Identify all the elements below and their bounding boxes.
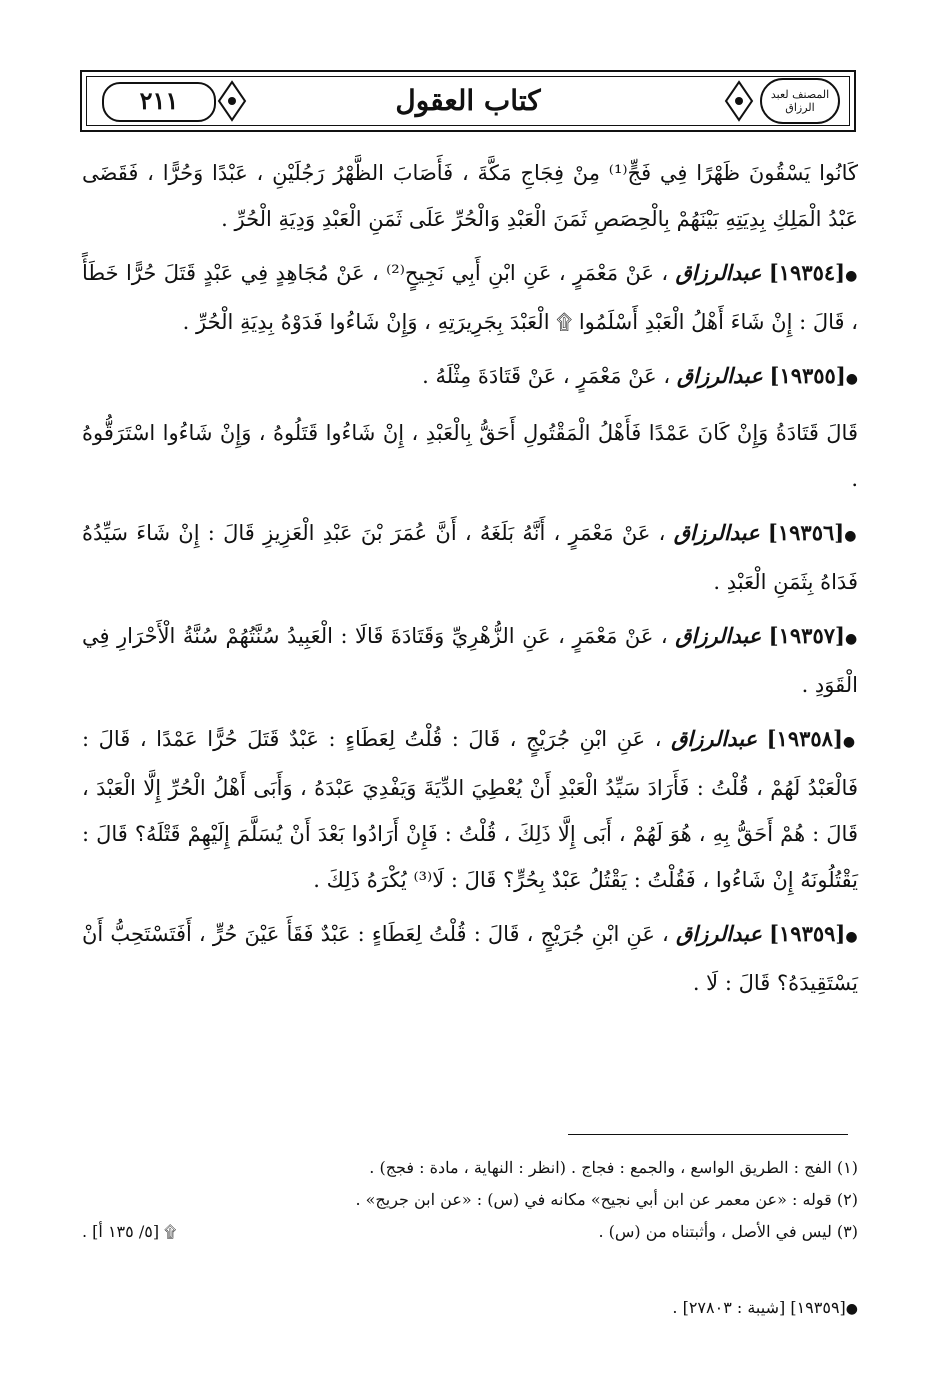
bullet-icon: ● xyxy=(845,1301,858,1317)
paragraph-text: ، عَنْ مَعْمَرٍ ، عَنْ قَتَادَةَ مِثْلَهُ . xyxy=(422,364,671,388)
paragraph-text: ، عَنِ ابْنِ جُرَيْجٍ ، قَالَ : قُلْتُ لِعَطَاءٍ : عَبْدٌ فَقَأَ عَيْنَ حُرٍّ ، أَفَتَسْتَحِبُّ أَنْ يَسْتَقِيدَهُ؟ قَالَ : لَا . xyxy=(82,922,858,995)
paragraph-text: ، عَنْ مَعْمَرٍ ، أَنَّهُ بَلَغَهُ ، أَنَّ عُمَرَ بْنَ عَبْدِ الْعَزِيزِ قَالَ : إِنْ شَاءَ سَيِّدُهُ فَدَاهُ بِثَمَنِ الْعَبْدِ . xyxy=(82,521,858,594)
hadith-number: [١٩٣٥٥] xyxy=(769,363,846,388)
paragraph xyxy=(82,150,858,242)
hadith-paragraph xyxy=(82,353,858,402)
paragraph-text: قَالَ قَتَادَةُ وَإِنْ كَانَ عَمْدًا فَأَهْلُ الْمَقْتُولِ أَحَقُّ بِالْعَبْدِ ، إِنْ شَاءُوا قَتَلُوهُ ، وَإِنْ شَاءُوا اسْتَرَقُّوهُ . xyxy=(82,421,858,491)
hadith-number: [١٩٣٥٦] xyxy=(767,520,845,545)
hadith-number: [١٩٣٥٧] xyxy=(768,623,845,648)
footnote-1: (١) الفج : الطريق الواسع ، والجمع : فجاج . (انظر : النهاية ، مادة : فجج) . xyxy=(369,1158,858,1177)
author-name: عبدالرزاق xyxy=(673,520,760,545)
source-text: [١٩٣٥٩] [شيبة : ٢٧٨٠٣] . xyxy=(672,1298,846,1317)
source-reference xyxy=(82,1298,858,1317)
bullet-icon: ● xyxy=(845,371,858,387)
page-reference: ۩ [٥/ ١٣٥ أ] . xyxy=(82,1222,177,1241)
paragraph-text: كَانُوا يَسْقُونَ ظَهْرًا فِي فَجٍّ⁽¹⁾ مِنْ فِجَاجِ مَكَّةَ ، فَأَصَابَ الظَّهْرُ رَجُلَيْنِ ، عَبْدًا وَحُرًّا ، فَقَضَى عَبْدُ الْمَلِكِ بِدِيَتِهِ بَيْنَهُمْ بِالْحِصَصِ ثَمَنَ الْعَبْدِ وَالْحُرِّ عَلَى ثَمَنِ الْعَبْدِ وَدِيَةِ الْحُرِّ . xyxy=(82,161,858,231)
hadith-paragraph xyxy=(82,250,858,345)
footnote-3: (٣) ليس في الأصل ، وأثبتناه من (س) . xyxy=(598,1222,858,1241)
hadith-paragraph xyxy=(82,510,858,605)
hadith-number: [١٩٣٥٨] xyxy=(766,726,843,751)
author-name: عبدالرزاق xyxy=(675,623,762,648)
footnote-row xyxy=(82,1216,858,1248)
paragraph-text: ، عَنْ مَعْمَرٍ ، عَنِ ابْنِ أَبِي نَجِيحٍ⁽²⁾ ، عَنْ مُجَاهِدٍ فِي عَبْدٍ قَتَلَ حُرًّا خَطَأً ، قَالَ : إِنْ شَاءَ أَهْلُ الْعَبْدِ أَسْلَمُوا ۩ الْعَبْدَ بِجَرِيرَتِهِ ، وَإِنْ شَاءُوا فَدَوْهُ بِدِيَةِ الْحُرِّ . xyxy=(82,261,858,334)
paragraph-text: ، عَنْ مَعْمَرٍ ، عَنِ الزُّهْرِيِّ وَقَتَادَةَ قَالَا : الْعَبِيدُ سُنَّتُهُمْ سُنَّةُ الْأَحْرَارِ فِي الْقَوَدِ . xyxy=(82,624,858,697)
bullet-icon: ● xyxy=(845,268,858,284)
hadith-number: [١٩٣٥٩] xyxy=(769,921,846,946)
hadith-number: [١٩٣٥٤] xyxy=(768,260,846,285)
chapter-title: كتاب العقول xyxy=(395,84,541,117)
page-number: ٢١١ xyxy=(102,82,216,122)
footnotes xyxy=(82,1152,858,1248)
bullet-icon: ● xyxy=(842,734,858,750)
ornament-icon xyxy=(217,80,247,122)
bullet-icon: ● xyxy=(844,528,858,544)
paragraph-text: ، عَنِ ابْنِ جُرَيْجٍ ، قَالَ : قُلْتُ لِعَطَاءٍ : عَبْدٌ قَتَلَ حُرًّا عَمْدًا ، قَالَ : فَالْعَبْدُ لَهُمْ ، قُلْتُ : فَأَرَادَ سَيِّدُ الْعَبْدِ أَنْ يُعْطِيَ الدِّيَةَ وَيَفْدِيَ عَبْدَهُ ، وَأَبَى أَهْلُ الْحُرِّ إِلَّا الْعَبْدَ ، قَالَ : هُمْ أَحَقُّ بِهِ ، هُوَ لَهُمْ ، أَبَى إِلَّا ذَلِكَ ، قُلْتُ : فَإِنْ أَرَادُوا بَعْدَ أَنْ يُسَلَّمَ إِلَيْهِمْ قَتْلَهُ؟ قَالَ : يَقْتُلُونَهُ إِنْ شَاءُوا ، فَقُلْتُ : يَقْتُلُ عَبْدٌ بِحُرٍّ؟ قَالَ : لَا⁽³⁾ يُكْرَهُ ذَلِكَ . xyxy=(82,727,858,892)
main-text xyxy=(82,150,858,1014)
page-header xyxy=(80,70,856,132)
bullet-icon: ● xyxy=(844,631,858,647)
hadith-paragraph xyxy=(82,613,858,708)
book-logo: المصنف لعبد الرزاق xyxy=(760,78,840,124)
footnote-divider xyxy=(568,1134,848,1135)
hadith-paragraph xyxy=(82,716,858,903)
author-name: عبدالرزاق xyxy=(675,921,762,946)
author-name: عبدالرزاق xyxy=(671,726,758,751)
hadith-paragraph xyxy=(82,911,858,1006)
author-name: عبدالرزاق xyxy=(676,363,763,388)
author-name: عبدالرزاق xyxy=(675,260,762,285)
paragraph xyxy=(82,410,858,502)
footnote-2: (٢) قوله : «عن معمر عن ابن أبي نجيح» مكانه في (س) : «عن ابن جريج» . xyxy=(355,1190,858,1209)
bullet-icon: ● xyxy=(845,929,859,945)
